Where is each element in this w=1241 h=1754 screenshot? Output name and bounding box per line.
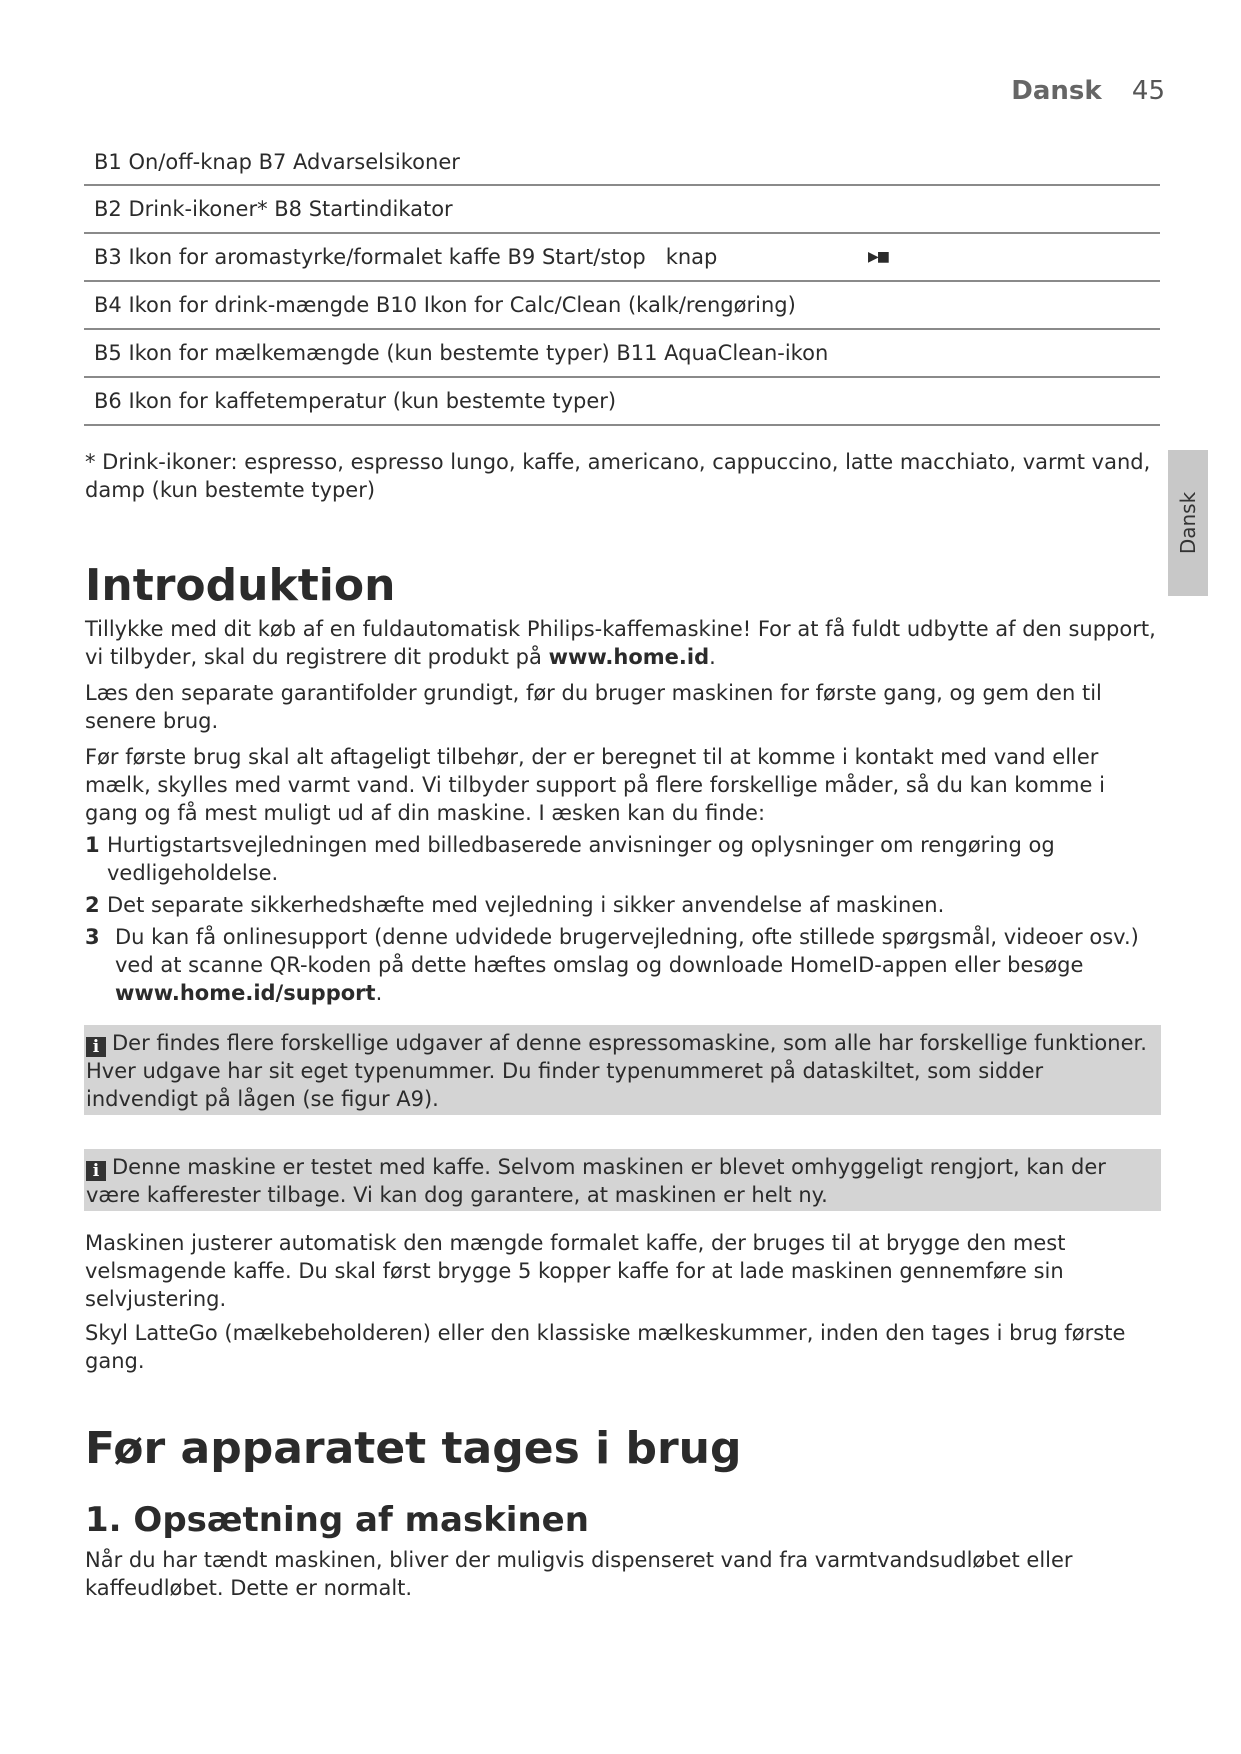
- note-text: Denne maskine er testet med kaffe. Selvom maskinen er blevet omhyggeligt rengjort, kan der være kafferester tilbage. Vi kan dog garantere, at maskinen er helt ny.: [86, 1155, 1106, 1207]
- info-icon: i: [86, 1037, 106, 1057]
- legend-row: [84, 234, 1160, 282]
- page-header: [1011, 76, 1165, 106]
- icon-legend-table: [84, 140, 1160, 426]
- intro-paragraph-2: Læs den separate garantifolder grundigt, før du bruger maskinen for første gang, og gem den til senere brug.: [85, 681, 1102, 733]
- intro-paragraph-5: Skyl LatteGo (mælkebeholderen) eller den klassiske mælkeskummer, inden den tages i brug første gang.: [85, 1321, 1126, 1373]
- setup-paragraph: Når du har tændt maskinen, bliver der muligvis dispenseret vand fra varmtvandsudløbet eller kaffeudløbet. Dette er normalt.: [85, 1548, 1073, 1600]
- list-number: 2: [85, 893, 100, 917]
- home-id-support-link[interactable]: www.home.id/support: [115, 981, 376, 1005]
- note-text: Der findes flere forskellige udgaver af denne espressomaskine, som alle har forskellige funktioner. Hver udgave har sit eget typenummer. Du finder typenummeret på dataskiltet, som sidder indvendigt på lågen (se figur A9).: [86, 1031, 1147, 1111]
- list-item: [85, 831, 1161, 887]
- legend-row: [84, 140, 1160, 186]
- main-content: [85, 448, 1161, 1602]
- drink-icons-footnote: * Drink-ikoner: espresso, espresso lungo, kaffe, americano, cappuccino, latte macchiato, varmt vand, damp (kun bestemte typer): [85, 450, 1151, 502]
- list-number: 3: [85, 925, 100, 949]
- legend-row-text: B3 Ikon for aromastyrke/formalet kaffe B9 Start/stop knap: [94, 245, 718, 269]
- intro-p1-end: .: [709, 645, 716, 669]
- legend-row: [84, 330, 1160, 378]
- legend-row-text: B1 On/off-knap B7 Advarselsikoner: [94, 150, 460, 174]
- legend-row: [84, 282, 1160, 330]
- setup-subheading: 1. Opsætning af maskinen: [85, 1500, 589, 1540]
- in-box-list: [85, 831, 1161, 1007]
- intro-paragraph-1: [85, 615, 1161, 671]
- legend-row-text: B2 Drink-ikoner* B8 Startindikator: [94, 197, 453, 221]
- info-note-tested: [84, 1149, 1161, 1211]
- before-use-heading: Før apparatet tages i brug: [85, 1423, 742, 1474]
- intro-paragraph-3: Før første brug skal alt aftageligt tilbehør, der er beregnet til at komme i kontakt med vand eller mælk, skylles med varmt vand. Vi tilbyder support på flere forskellige måder, så du kan komme i gang og få mest muligt ud af din maskine. I æsken kan du finde:: [85, 745, 1105, 825]
- legend-row-text: B6 Ikon for kaffetemperatur (kun bestemte typer): [94, 389, 617, 413]
- list-item: [85, 923, 1161, 1007]
- intro-heading: Introduktion: [85, 560, 396, 611]
- list-text: Hurtigstartsvejledningen med billedbaserede anvisninger og oplysninger om rengøring og vedligeholdelse.: [107, 833, 1055, 885]
- legend-row: [84, 186, 1160, 234]
- list-text-end: .: [375, 981, 383, 1005]
- info-icon: i: [86, 1161, 106, 1181]
- info-note-versions: [84, 1025, 1161, 1115]
- home-id-link[interactable]: www.home.id: [548, 645, 710, 669]
- legend-row-text: B5 Ikon for mælkemængde (kun bestemte typer) B11 AquaClean-ikon: [94, 341, 829, 365]
- page-number: 45: [1131, 76, 1165, 106]
- list-number: 1: [85, 833, 100, 857]
- intro-paragraph-4: Maskinen justerer automatisk den mængde formalet kaffe, der bruges til at brygge den mest velsmagende kaffe. Du skal først brygge 5 kopper kaffe for at lade maskinen gennemføre sin selvjustering.: [85, 1231, 1066, 1311]
- intro-p1-text: Tillykke med dit køb af en fuldautomatisk Philips-kaffemaskine! For at få fuldt udbytte af den support, vi tilbyder, skal du registrere dit produkt på: [85, 617, 1156, 669]
- header-language: Dansk: [1011, 76, 1102, 106]
- list-text: Det separate sikkerhedshæfte med vejledning i sikker anvendelse af maskinen.: [107, 893, 945, 917]
- side-tab-label: Dansk: [1176, 491, 1200, 555]
- legend-row: [84, 378, 1160, 426]
- language-side-tab: [1168, 450, 1208, 596]
- legend-row-text: B4 Ikon for drink-mængde B10 Ikon for Calc/Clean (kalk/rengøring): [94, 293, 796, 317]
- list-item: [85, 891, 1161, 919]
- list-text: [107, 923, 1161, 1007]
- start-stop-icon: ▶■: [868, 249, 888, 265]
- list-text-body: Du kan få onlinesupport (denne udvidede brugervejledning, ofte stillede spørgsmål, videoer osv.) ved at scanne QR-koden på dette hæftes omslag og downloade HomeID-appen eller besøge: [115, 925, 1139, 977]
